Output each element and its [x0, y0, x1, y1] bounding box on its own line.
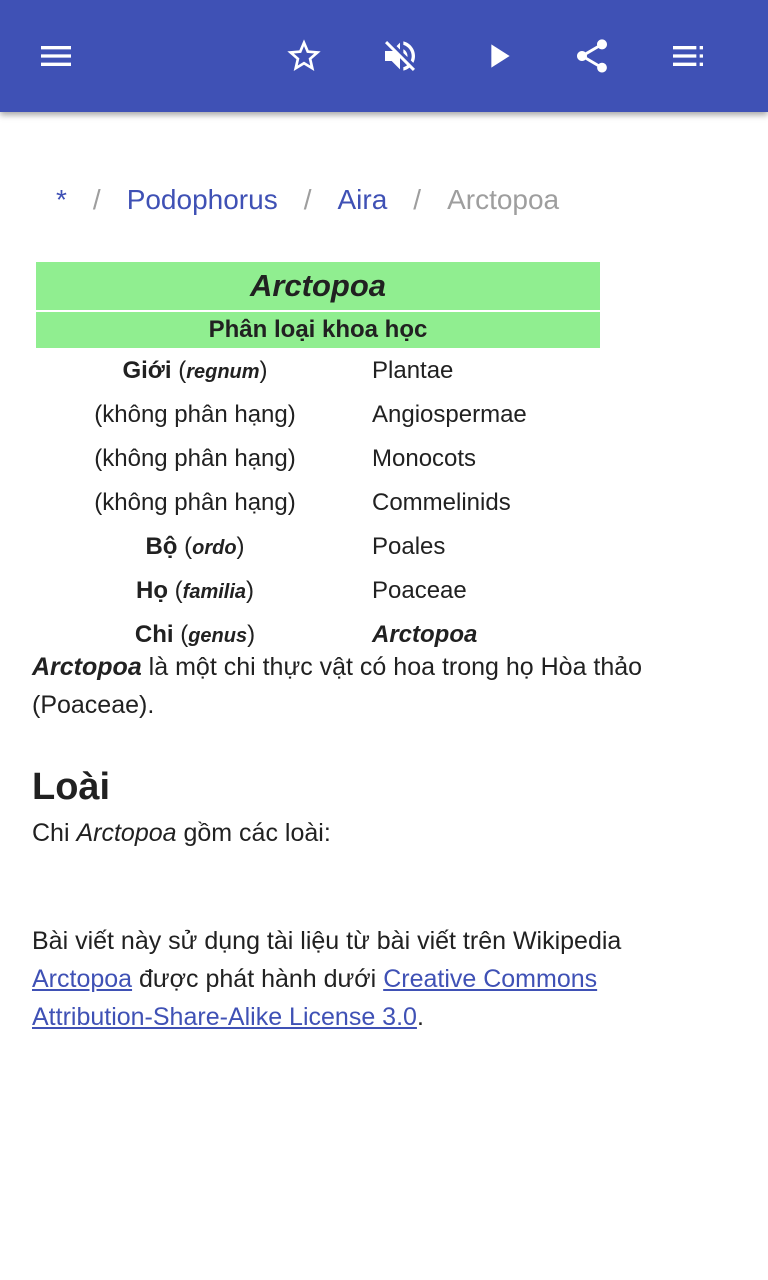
playlist-icon[interactable]	[664, 32, 712, 80]
taxobox	[34, 260, 602, 658]
breadcrumb	[56, 180, 559, 220]
rank-value: Commelinids	[372, 489, 511, 516]
license-text: .	[416, 1003, 424, 1031]
intro-paragraph	[32, 648, 712, 724]
section-heading-species: Loài	[32, 766, 111, 808]
intro-text: là một chi thực vật có hoa trong họ Hòa thảo (Poaceae).	[32, 653, 643, 719]
breadcrumb-separator: /	[303, 184, 312, 215]
rank-value: Poaceae	[372, 577, 467, 604]
taxobox-row: Bộ (ordo) Poales	[36, 526, 600, 568]
hamburger-menu-icon[interactable]	[32, 32, 80, 80]
species-paragraph	[32, 814, 712, 852]
rank-latin: regnum	[186, 361, 260, 383]
genus-name: Arctopoa	[32, 653, 142, 681]
taxobox-row	[36, 394, 600, 436]
app-toolbar	[0, 0, 768, 112]
rank-value: Poales	[372, 533, 446, 560]
share-icon[interactable]	[568, 32, 616, 80]
rank-label: (không phân hạng)	[94, 489, 296, 516]
taxobox-row	[36, 482, 600, 524]
star-outline-icon[interactable]	[280, 32, 328, 80]
volume-off-icon[interactable]	[376, 32, 424, 80]
play-icon[interactable]	[474, 32, 522, 80]
breadcrumb-separator: /	[92, 184, 101, 215]
genus-name: Arctopoa	[76, 819, 177, 847]
breadcrumb-separator: /	[413, 184, 422, 215]
taxobox-row: Giới (regnum) Plantae	[36, 350, 600, 392]
rank-label: (không phân hạng)	[94, 401, 296, 428]
species-text-after: gồm các loài:	[176, 819, 331, 847]
rank-label: (không phân hạng)	[94, 445, 296, 472]
breadcrumb-item-podophorus[interactable]: Podophorus	[126, 184, 278, 215]
taxobox-row: Chi (genus) Arctopoa	[36, 614, 600, 656]
license-text: được phát hành dưới	[132, 965, 384, 993]
license-paragraph	[32, 922, 712, 1036]
rank-value: Angiospermae	[372, 401, 527, 428]
taxobox-title: Arctopoa	[36, 262, 600, 310]
rank-value: Plantae	[372, 357, 454, 384]
rank-latin: ordo	[192, 537, 237, 559]
rank-label: Bộ	[145, 533, 178, 560]
species-text-before: Chi	[32, 819, 77, 847]
license-link[interactable]: Creative Commons Attribution-Share-Alike License 3.0	[32, 965, 598, 1031]
taxobox-row: Họ (familia) Poaceae	[36, 570, 600, 612]
breadcrumb-item-aira[interactable]: Aira	[337, 184, 388, 215]
license-text: Bài viết này sử dụng tài liệu từ bài viết trên Wikipedia	[32, 927, 622, 955]
rank-latin: genus	[188, 625, 248, 647]
rank-label: Chi	[134, 621, 174, 648]
rank-label: Giới	[122, 357, 172, 384]
breadcrumb-current: Arctopoa	[447, 184, 560, 215]
rank-value: Monocots	[372, 445, 477, 472]
taxobox-row	[36, 438, 600, 480]
taxobox-subtitle: Phân loại khoa học	[36, 312, 600, 348]
rank-label: Họ	[135, 577, 168, 604]
rank-latin: familia	[182, 581, 247, 603]
article-link[interactable]: Arctopoa	[32, 965, 133, 993]
rank-value: Arctopoa	[372, 621, 478, 648]
breadcrumb-item-root[interactable]: *	[56, 184, 67, 215]
